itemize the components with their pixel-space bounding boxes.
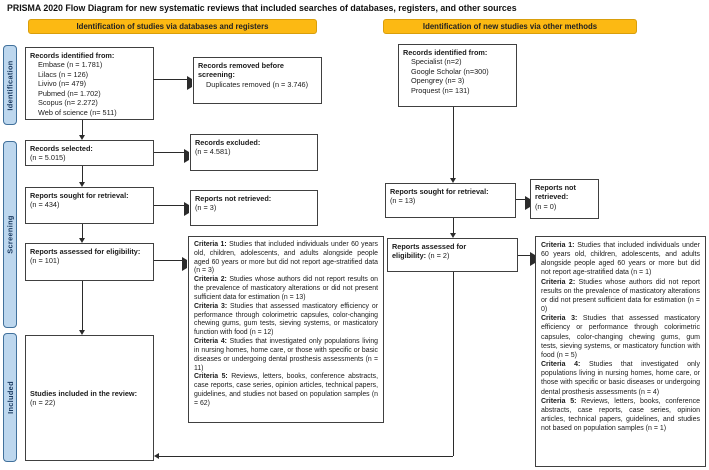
arrowhead-down-icon xyxy=(450,233,456,238)
box-reports-sought-databases xyxy=(25,187,154,224)
box-title: Reports sought for retrieval: xyxy=(30,191,129,200)
source-line: Livivo (n= 479) xyxy=(38,79,87,89)
box-records-excluded xyxy=(190,134,318,171)
box-count: (n = 3) xyxy=(195,203,217,213)
source-line: Lilacs (n = 126) xyxy=(38,69,89,79)
arrow-assessed-to-included xyxy=(82,281,83,330)
box-count-line: eligibility: (n = 2) xyxy=(392,251,450,261)
source-line: Opengrey (n= 3) xyxy=(411,76,465,86)
box-records-removed xyxy=(193,57,322,104)
arrowhead-left-icon xyxy=(154,453,159,459)
box-studies-included xyxy=(25,335,154,461)
removal-line: Duplicates removed (n = 3.746) xyxy=(206,79,309,89)
banner-other-methods: Identification of new studies via other methods xyxy=(383,19,637,34)
box-count: (n = 434) xyxy=(30,200,60,210)
box-exclusion-criteria-databases xyxy=(188,236,384,423)
box-title: Reports sought for retrieval: xyxy=(390,187,489,196)
box-reports-sought-other xyxy=(385,183,516,218)
box-count: (n = 4.581) xyxy=(195,147,231,157)
arrow-other-assessed-to-included-vertical xyxy=(453,272,454,456)
box-exclusion-criteria-other xyxy=(535,236,706,467)
box-records-selected xyxy=(25,140,154,166)
box-count: (n = 0) xyxy=(535,201,557,211)
criteria-item-2: Criteria 2: Studies whose authors did not report results on the prevalence of masticatory alterations or did not present sufficient data for estimation (n = 0) xyxy=(541,278,700,314)
box-title: Records excluded: xyxy=(195,138,261,147)
arrowhead-down-icon xyxy=(450,178,456,183)
arrow-identified-to-selected xyxy=(82,120,83,135)
box-count: (n = 101) xyxy=(30,256,60,266)
arrowhead-right-icon xyxy=(182,257,197,271)
source-line: Google Scholar (n=300) xyxy=(411,66,489,76)
arrow-selected-to-sought xyxy=(82,166,83,182)
arrow-identified-to-removed xyxy=(153,79,187,80)
criteria-item-4: Criteria 4: Studies that investigated only populations living in nursing homes, home care, or those with specific or basic diseases or undergoing dental prosthesis assessments (n = 4) xyxy=(541,361,700,396)
arrowhead-right-icon xyxy=(184,149,199,163)
box-title: Reports assessed for xyxy=(392,242,467,251)
arrow-sought-to-not-retrieved xyxy=(154,205,184,206)
arrow-assessed-to-criteria xyxy=(154,260,182,261)
source-line: Scopus (n= 2.272) xyxy=(38,98,98,108)
arrow-selected-to-excluded xyxy=(154,152,184,153)
box-title: Records selected: xyxy=(30,144,93,153)
arrow-other-identified-to-sought xyxy=(453,107,454,178)
arrow-other-assessed-to-included-horizontal xyxy=(159,456,453,457)
arrowhead-down-icon xyxy=(79,135,85,140)
criteria-item-1: Criteria 1: Studies that included individuals under 60 years old, children, adolescents, and adults alongside people aged 60 years or more but did not report age-stratified data (n = 1) xyxy=(541,242,700,277)
criteria-item-4: Criteria 4: Studies that investigated only populations living in nursing homes, home care, or those with specific or basic diseases or undergoing dental prosthesis assessments (n = 11) xyxy=(194,338,378,372)
box-title: Reports assessed for eligibility: xyxy=(30,247,141,256)
arrow-other-assessed-to-criteria xyxy=(518,255,530,256)
source-line: Embase (n = 1.781) xyxy=(38,60,103,70)
sidebar-identification xyxy=(3,45,17,125)
box-count: (n = 5.015) xyxy=(30,153,66,163)
criteria-item-5: Criteria 5: Reviews, letters, books, conference abstracts, case reports, case series, opinion articles, technical papers, guidelines, and studies not based on population samples (n = 1) xyxy=(541,397,700,433)
source-line: Proquest (n= 131) xyxy=(411,85,470,95)
sidebar-screening-label: Screening xyxy=(5,215,15,254)
arrow-sought-to-assessed xyxy=(82,224,83,238)
source-line: Web of science (n= 511) xyxy=(38,107,117,117)
source-line: Specialist (n=2) xyxy=(411,57,462,67)
arrow-other-sought-to-not-retrieved xyxy=(516,199,525,200)
box-records-identified-other xyxy=(398,44,517,107)
box-reports-assessed-databases xyxy=(25,243,154,281)
arrowhead-right-icon xyxy=(184,202,199,216)
box-title: Records removed before screening: xyxy=(198,61,284,80)
sidebar-screening xyxy=(3,141,17,328)
source-line: Pubmed (n= 1.702) xyxy=(38,88,101,98)
diagram-title: PRISMA 2020 Flow Diagram for new systematic reviews that included searches of databases, registers, and other sources xyxy=(7,3,517,13)
box-reports-not-retrieved-databases xyxy=(190,190,318,226)
box-title: Studies included in the review: xyxy=(30,388,138,398)
arrowhead-right-icon xyxy=(525,196,540,210)
box-count: (n = 13) xyxy=(390,196,416,206)
box-reports-assessed-other xyxy=(387,238,518,272)
box-count: (n = 22) xyxy=(30,398,56,407)
box-title: Records identified from: xyxy=(30,51,115,60)
sidebar-included xyxy=(3,333,17,462)
box-title: Records identified from: xyxy=(403,48,488,57)
box-reports-not-retrieved-other xyxy=(530,179,599,219)
arrowhead-right-icon xyxy=(187,76,202,90)
box-title: Reports not retrieved: xyxy=(195,194,272,203)
criteria-item-5: Criteria 5: Reviews, letters, books, conference abstracts, case reports, case series, opinion articles, technical papers, guidelines, and studies not based on population samples (n = 62) xyxy=(194,373,378,407)
box-title: Reports not retrieved: xyxy=(535,183,576,202)
criteria-item-2: Criteria 2: Studies whose authors did not report results on the prevalence of masticatory alterations or did not present sufficient data for estimation (n = 13) xyxy=(194,276,378,301)
criteria-item-3: Criteria 3: Studies that assessed masticatory efficiency or performance through colorimetric capsules, color-changing chewing gums, gum tests, sieving systems, or masticatory function with food (n = 12) xyxy=(194,302,378,337)
sidebar-included-label: Included xyxy=(5,381,15,414)
arrowhead-down-icon xyxy=(79,238,85,243)
arrowhead-right-icon xyxy=(530,252,545,266)
banner-databases-registers: Identification of studies via databases and registers xyxy=(28,19,317,34)
arrow-other-sought-to-assessed xyxy=(453,218,454,233)
criteria-item-1: Criteria 1: Studies that included individuals under 60 years old, children, adolescents, and adults alongside people aged 60 years or more but did not report age-stratified data (n = 3) xyxy=(194,241,378,275)
sidebar-identification-label: Identification xyxy=(5,59,15,111)
criteria-item-3: Criteria 3: Studies that assessed masticatory efficiency or performance through colorimetric capsules, color-changing chewing gums, gum tests, sieving systems, or masticatory function with food (n = 5) xyxy=(541,315,700,359)
box-records-identified-databases xyxy=(25,47,154,120)
arrowhead-down-icon xyxy=(79,182,85,187)
arrowhead-down-icon xyxy=(79,330,85,335)
